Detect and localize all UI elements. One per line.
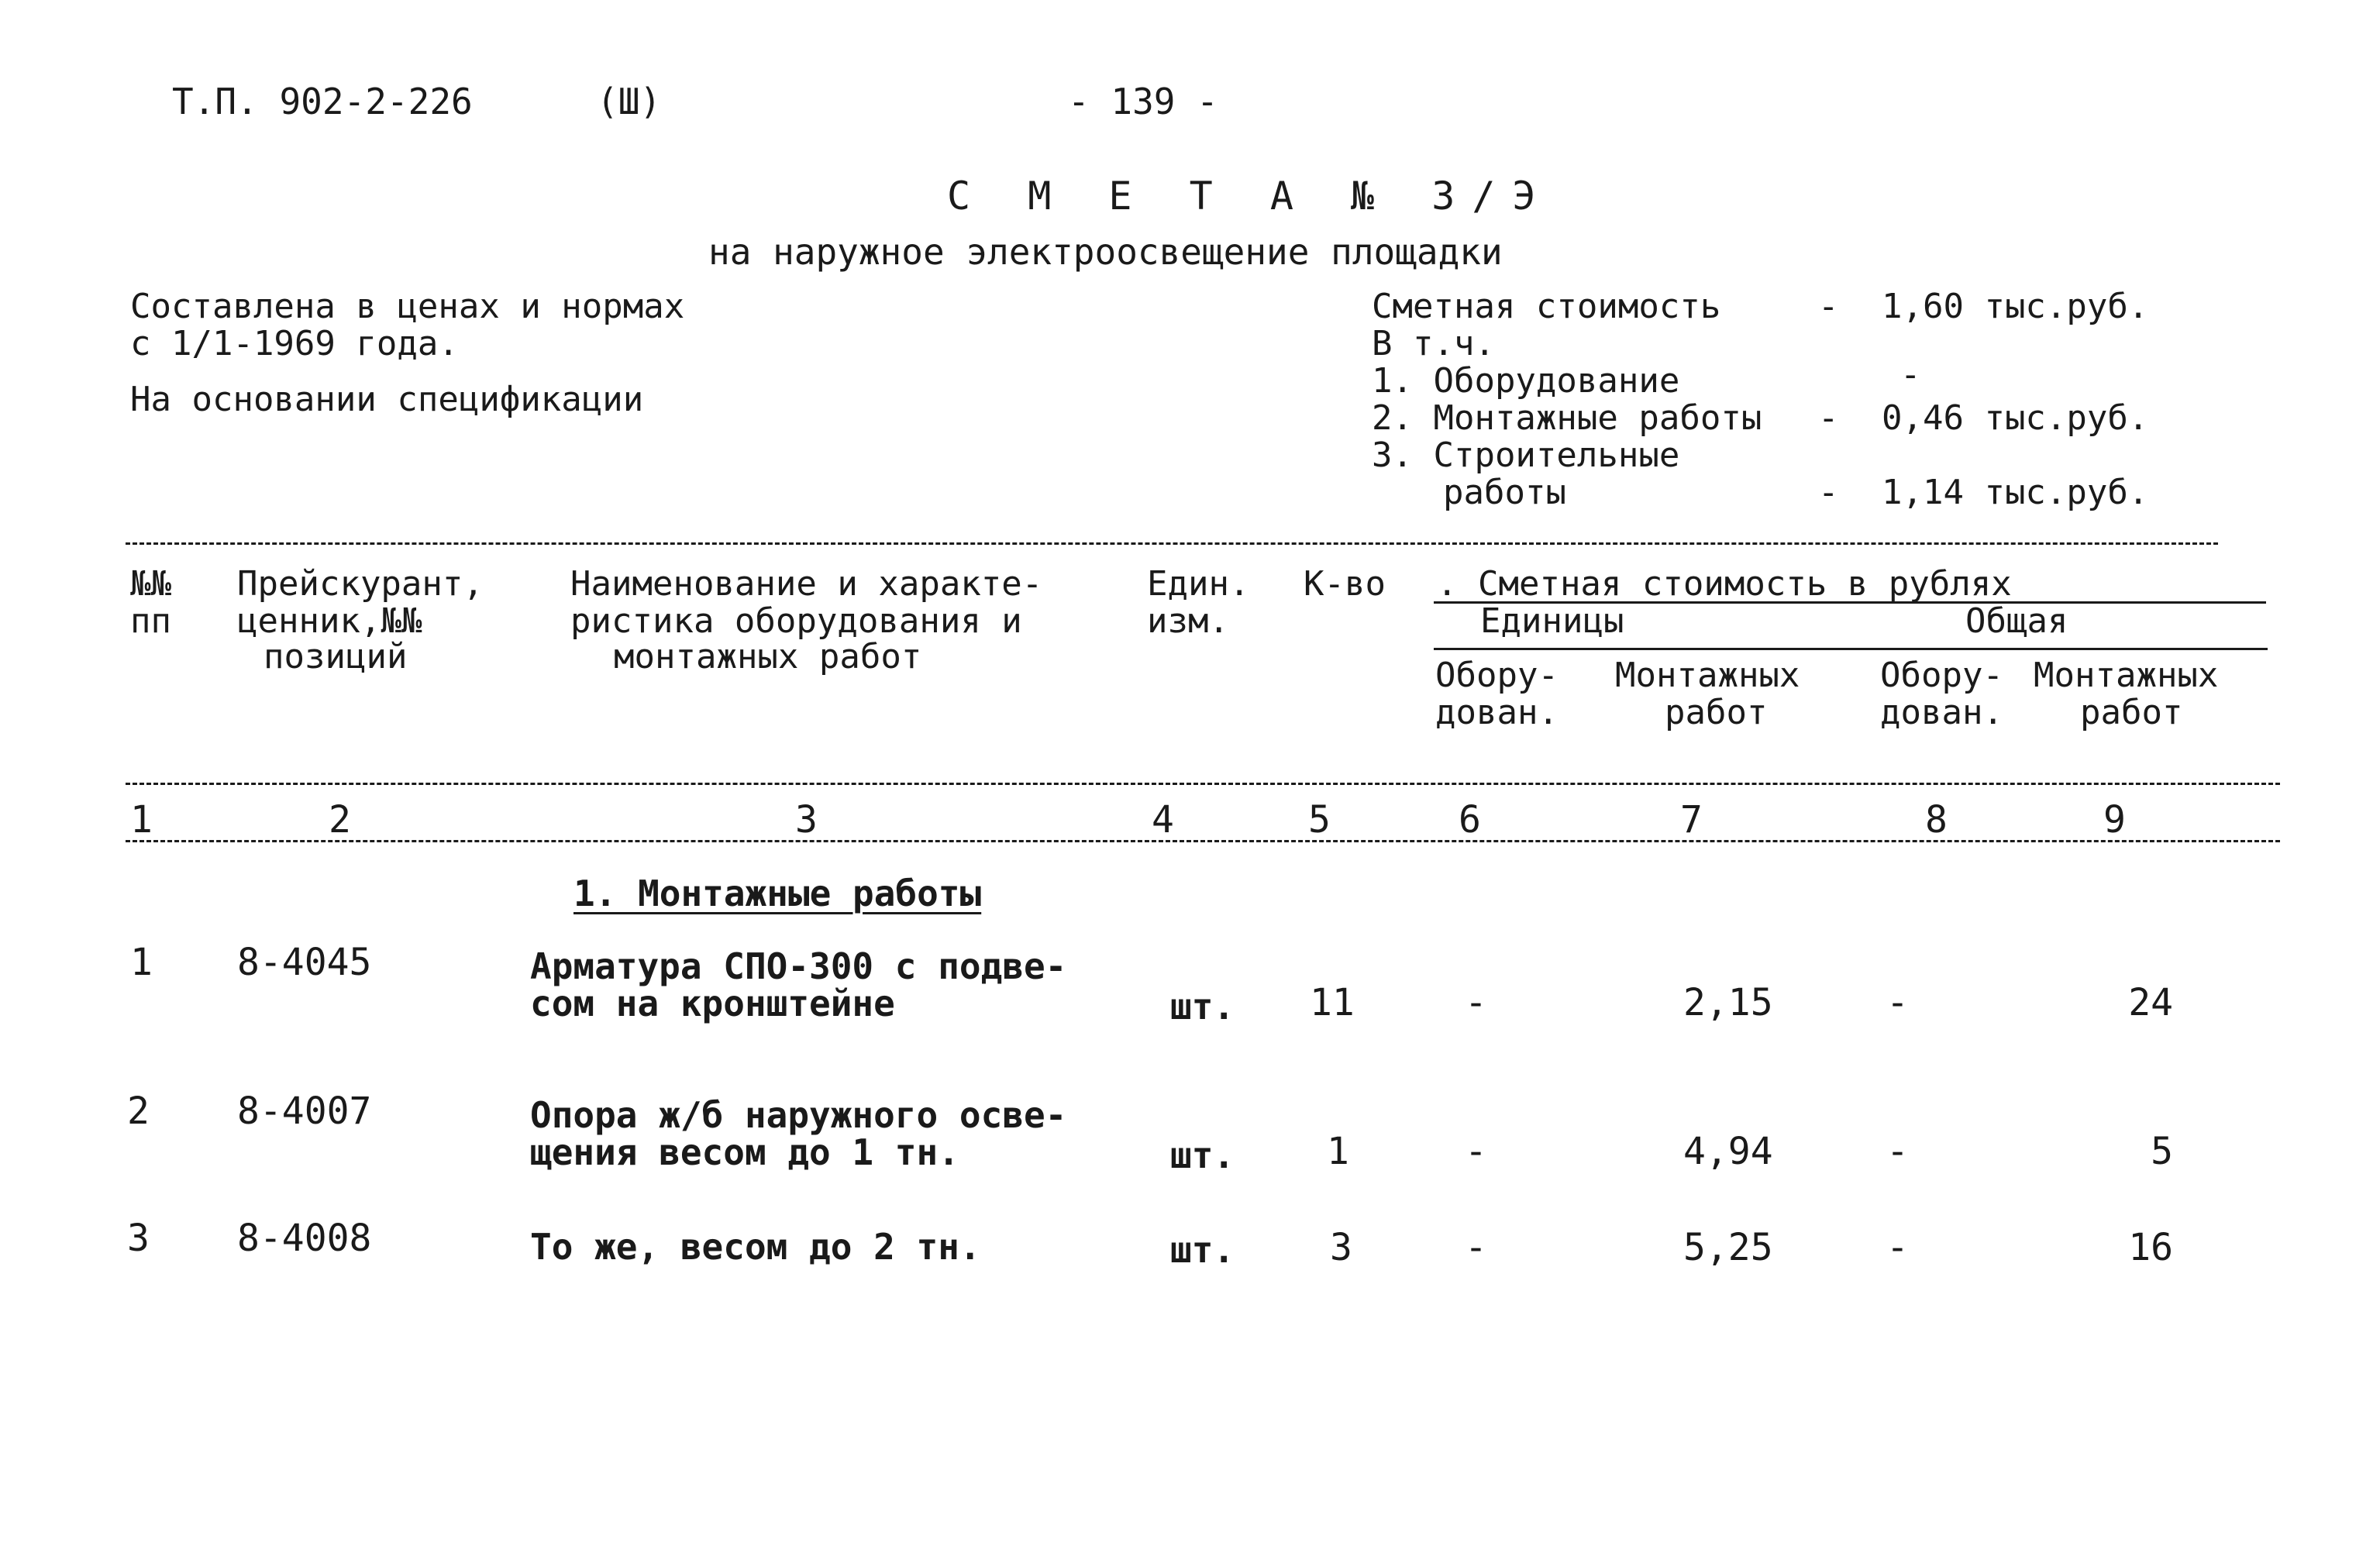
row-3-qty: 3 <box>1330 1226 1352 1269</box>
section-marker: (Ш) <box>597 81 662 122</box>
col9-head-b: работ <box>2080 693 2183 732</box>
row-1-mount-total: 24 <box>2128 981 2173 1024</box>
summary-item2-label: 2. Монтажные работы <box>1372 398 1762 438</box>
row-2-code: 8-4007 <box>237 1090 372 1133</box>
row-3-no: 3 <box>127 1217 150 1260</box>
page-number: - 139 - <box>1068 81 1218 122</box>
col1-head-a: №№ <box>130 564 171 604</box>
row-3-code: 8-4008 <box>237 1217 372 1260</box>
basis-line-2: с 1/1-1969 года. <box>130 324 459 363</box>
summary-item2-value: 0,46 тыс.руб. <box>1882 398 2149 438</box>
summary-item1-label: 1. Оборудование <box>1372 361 1680 401</box>
row-1-no: 1 <box>130 941 153 984</box>
col5-head: К-во <box>1304 564 1386 604</box>
col3-head-b: ристика оборудования и <box>570 601 1022 641</box>
summary-item2-dash: - <box>1818 398 1839 438</box>
basis-line-1: Составлена в ценах и нормах <box>130 287 685 326</box>
summary-item3-label-b: работы <box>1443 473 1566 512</box>
document-code: Т.П. 902-2-226 <box>172 81 473 122</box>
row-1-equip-unit: - <box>1465 981 1487 1024</box>
colnum-6: 6 <box>1459 798 1481 842</box>
row-3-equip-unit: - <box>1465 1226 1487 1269</box>
col7-head-b: работ <box>1665 693 1768 732</box>
colnum-4: 4 <box>1152 798 1174 842</box>
cost-group-head: . Сметная стоимость в рублях <box>1437 564 2012 604</box>
estimate-title: С М Е Т А № 3/Э <box>947 174 1553 219</box>
row-2-name-a: Опора ж/б наружного осве- <box>530 1094 1067 1136</box>
total-group-head: Общая <box>1965 601 2068 641</box>
estimate-subtitle: на наружное электроосвещение площадки <box>708 231 1503 273</box>
summary-incl: В т.ч. <box>1372 324 1495 363</box>
row-2-unit: шт. <box>1170 1134 1235 1176</box>
row-1-qty: 11 <box>1310 981 1355 1024</box>
colnum-5: 5 <box>1308 798 1331 842</box>
col3-head-a: Наименование и характе- <box>570 564 1043 604</box>
col2-head-a: Прейскурант, <box>237 564 484 604</box>
header-bottom-rule <box>126 783 2280 785</box>
col1-head-b: пп <box>130 601 171 641</box>
row-2-mount-total: 5 <box>2151 1130 2173 1173</box>
summary-total-dash: - <box>1818 287 1839 326</box>
col4-head-a: Един. <box>1147 564 1250 604</box>
column-numbers-rule <box>126 840 2280 842</box>
col4-head-b: изм. <box>1147 601 1229 641</box>
col8-head-b: дован. <box>1880 693 2003 732</box>
row-2-mount-unit: 4,94 <box>1683 1130 1773 1173</box>
subgroup-rule <box>1434 648 2268 650</box>
col9-head-a: Монтажных <box>2034 656 2219 695</box>
col7-head-a: Монтажных <box>1615 656 1800 695</box>
summary-item3-dash: - <box>1818 473 1839 512</box>
colnum-7: 7 <box>1680 798 1703 842</box>
row-2-equip-unit: - <box>1465 1130 1487 1173</box>
col3-head-c: монтажных работ <box>614 637 922 676</box>
row-1-unit: шт. <box>1170 986 1235 1028</box>
row-2-qty: 1 <box>1327 1130 1349 1173</box>
summary-item1-value: - <box>1900 355 1921 394</box>
col6-head-b: дован. <box>1435 693 1559 732</box>
row-3-mount-unit: 5,25 <box>1683 1226 1773 1269</box>
row-2-no: 2 <box>127 1090 150 1133</box>
colnum-2: 2 <box>329 798 351 842</box>
col2-head-c: позиций <box>263 637 408 676</box>
row-2-name-b: щения весом до 1 тн. <box>530 1131 959 1173</box>
col6-head-a: Обору- <box>1435 656 1559 695</box>
unit-group-head: Единицы <box>1480 601 1624 641</box>
basis-line-3: На основании спецификации <box>130 380 644 419</box>
row-2-equip-total: - <box>1886 1130 1909 1173</box>
summary-item3-value: 1,14 тыс.руб. <box>1882 473 2149 512</box>
row-3-unit: шт. <box>1170 1229 1235 1271</box>
row-1-code: 8-4045 <box>237 941 372 984</box>
col8-head-a: Обору- <box>1880 656 2003 695</box>
section-title: 1. Монтажные работы <box>573 873 982 914</box>
row-3-name-a: То же, весом до 2 тн. <box>530 1226 981 1268</box>
colnum-9: 9 <box>2103 798 2126 842</box>
colnum-3: 3 <box>795 798 818 842</box>
row-3-mount-total: 16 <box>2128 1226 2173 1269</box>
row-1-name-b: сом на кронштейне <box>530 983 895 1024</box>
row-1-mount-unit: 2,15 <box>1683 981 1773 1024</box>
row-3-equip-total: - <box>1886 1226 1909 1269</box>
colnum-8: 8 <box>1925 798 1948 842</box>
summary-item3-label-a: 3. Строительные <box>1372 435 1680 475</box>
summary-total-value: 1,60 тыс.руб. <box>1882 287 2149 326</box>
colnum-1: 1 <box>130 798 153 842</box>
row-1-name-a: Арматура СПО-300 с подве- <box>530 945 1067 987</box>
col2-head-b: ценник,№№ <box>237 601 422 641</box>
row-1-equip-total: - <box>1886 981 1909 1024</box>
summary-total-label: Сметная стоимость <box>1372 287 1721 326</box>
table-top-rule <box>126 542 2218 545</box>
